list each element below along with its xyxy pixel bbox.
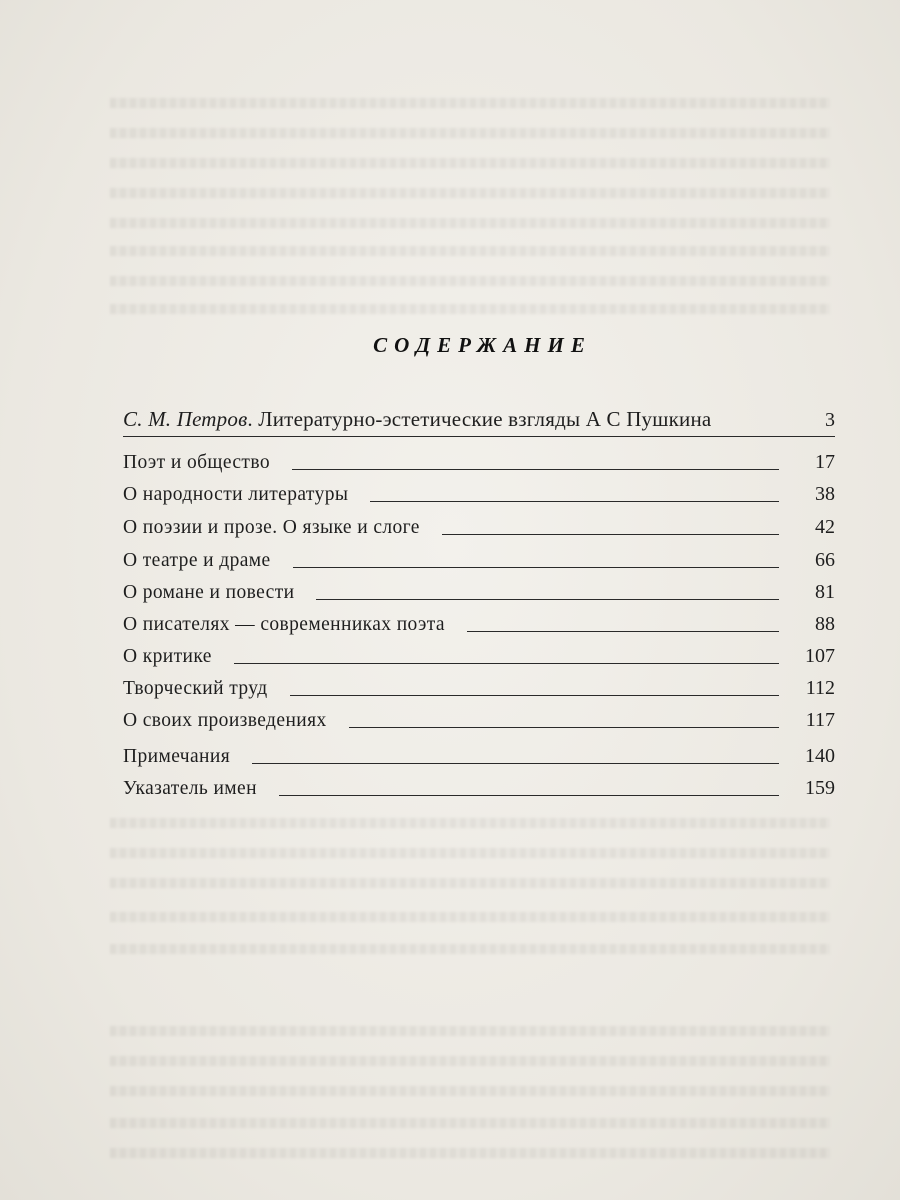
bleed-through-line [110, 246, 830, 256]
toc-entry-author: С. М. Петров [123, 407, 248, 431]
toc-entry [123, 570, 835, 604]
toc-entry-page: 81 [815, 581, 835, 603]
toc-entry-page: 38 [815, 483, 835, 505]
section-rule [123, 436, 835, 437]
toc-leader-line [252, 763, 779, 764]
toc-leader-line [467, 631, 779, 632]
toc-leader-line [292, 469, 779, 470]
toc-entry [123, 666, 835, 700]
bleed-through-line [110, 944, 830, 954]
toc-entry-label: О своих произведениях [123, 710, 327, 731]
toc-entry-label: О романе и повести [123, 582, 295, 603]
bleed-through-line [110, 276, 830, 286]
toc-entry-title: . Литературно-эстетические взгляды А С Пушкина [247, 407, 712, 431]
toc-entry [123, 472, 835, 506]
toc-entry-label: Указатель имен [123, 778, 257, 799]
bleed-through-line [110, 1026, 830, 1036]
toc-entry-label: О критике [123, 646, 212, 667]
toc-entry-intro [123, 398, 835, 432]
toc-entry [123, 538, 835, 572]
toc-entry-label: Примечания [123, 746, 231, 767]
contents-heading: СОДЕРЖАНИЕ [373, 333, 592, 357]
toc-entry-label: О театре и драме [123, 550, 271, 571]
bleed-through-line [110, 98, 830, 108]
toc-leader-line [349, 727, 779, 728]
bleed-through-line [110, 158, 830, 168]
toc-entry [123, 440, 835, 474]
toc-entry-page: 17 [815, 451, 835, 473]
bleed-through-line [110, 1148, 830, 1158]
toc-leader-line [442, 534, 779, 535]
toc-entry-page: 88 [815, 613, 835, 635]
bleed-through-line [110, 878, 830, 888]
toc-entry [123, 734, 835, 768]
bleed-through-line [110, 218, 830, 228]
bleed-through-line [110, 1056, 830, 1066]
toc-entry [123, 602, 835, 636]
toc-leader-line [370, 501, 779, 502]
toc-entry-label: Творческий труд [123, 678, 268, 699]
toc-entry-page: 107 [805, 645, 835, 667]
toc-leader-line [279, 795, 779, 796]
toc-entry-label: О народности литературы [123, 484, 349, 505]
toc-entry [123, 505, 835, 539]
toc-leader-line [316, 599, 779, 600]
toc-entry-page: 112 [805, 677, 835, 699]
bleed-through-line [110, 912, 830, 922]
toc-leader-line [293, 567, 779, 568]
bleed-through-line [110, 128, 830, 138]
bleed-through-line [110, 188, 830, 198]
bleed-through-line [110, 848, 830, 858]
bleed-through-line [110, 818, 830, 828]
toc-entry-page: 140 [805, 745, 835, 767]
toc-entry-label: Поэт и общество [123, 452, 270, 473]
bleed-through-line [110, 304, 830, 314]
bleed-through-line [110, 1118, 830, 1128]
toc-entry [123, 634, 835, 668]
toc-entry-page: 159 [805, 777, 835, 799]
toc-entry-page: 117 [805, 709, 835, 731]
toc-entry-page: 66 [815, 549, 835, 571]
toc-leader-line [290, 695, 779, 696]
toc-entry-label: О писателях — современниках поэта [123, 614, 445, 635]
toc-entry-label: О поэзии и прозе. О языке и слоге [123, 517, 420, 538]
toc-leader-line [234, 663, 779, 664]
toc-entry-page: 42 [815, 516, 835, 538]
toc-entry-label [123, 407, 711, 432]
toc-entry [123, 698, 835, 732]
bleed-through-line [110, 1086, 830, 1096]
toc-entry-page: 3 [825, 409, 835, 431]
toc-entry [123, 766, 835, 800]
